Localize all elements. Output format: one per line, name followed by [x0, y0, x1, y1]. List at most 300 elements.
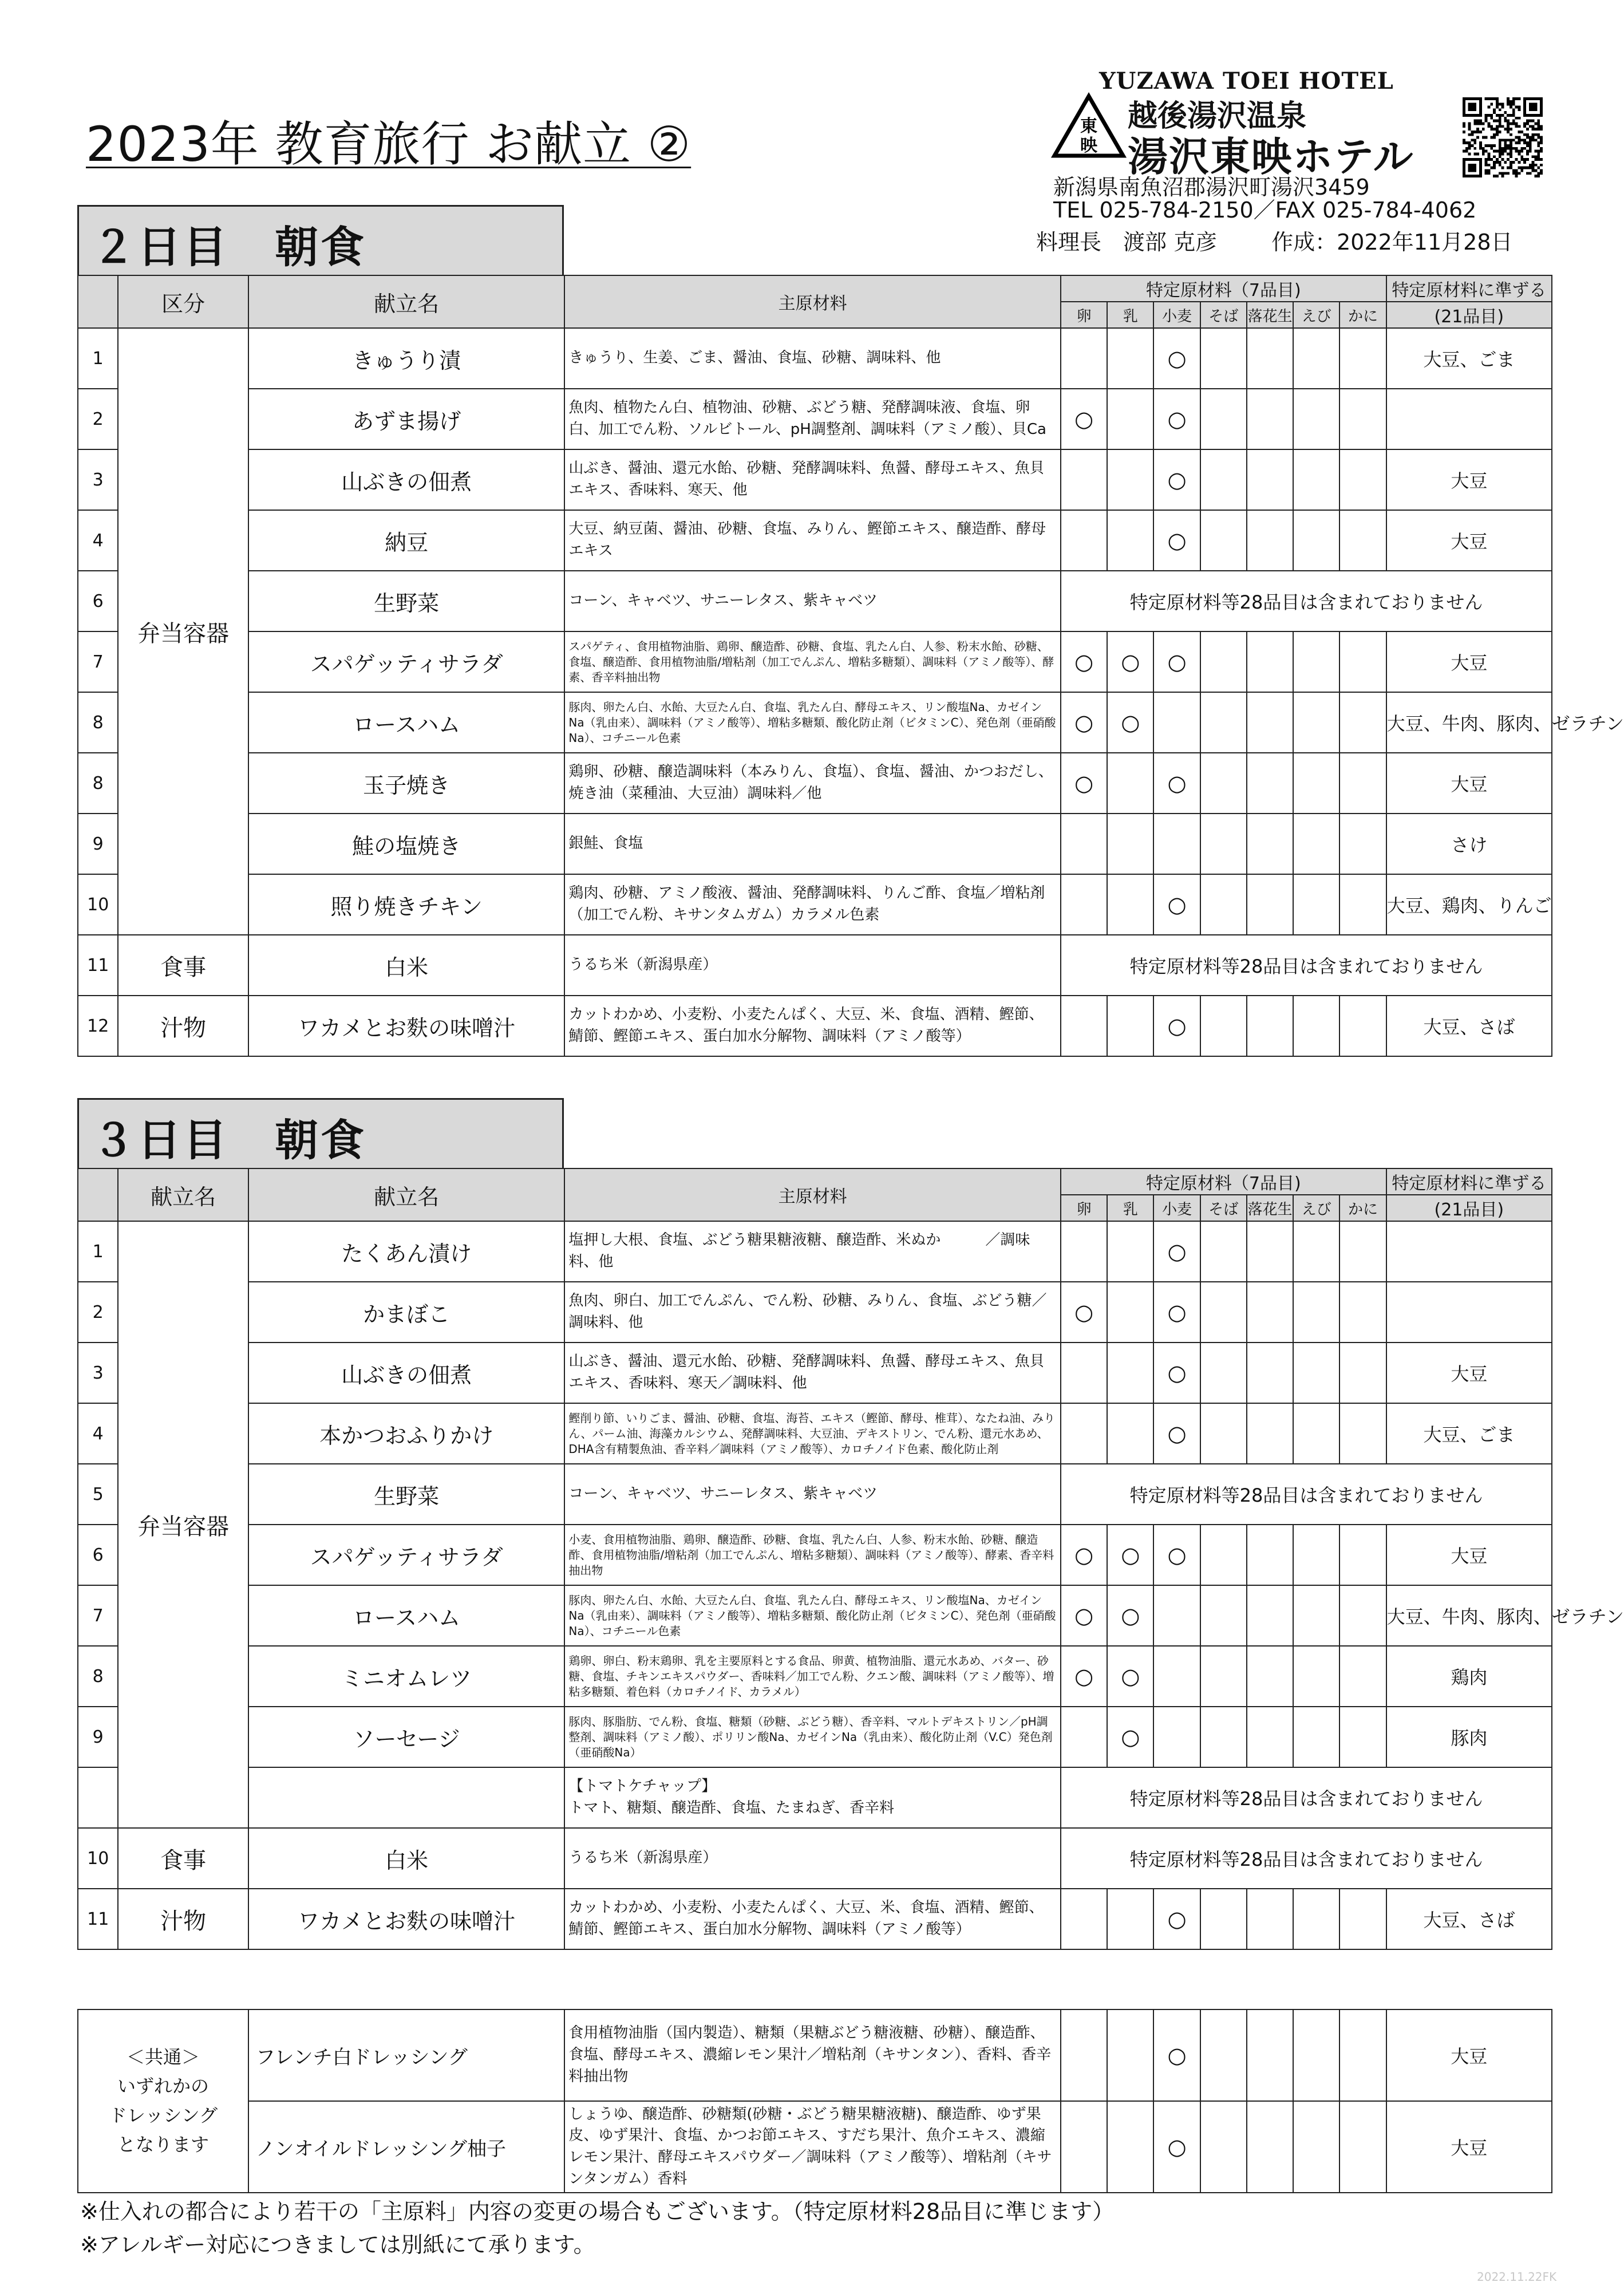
row-number: 11: [78, 935, 118, 996]
allergen-mark: [1200, 2009, 1247, 2101]
dish-name: 鮭の塩焼き: [248, 814, 564, 874]
footnote-1: ※仕入れの都合により若干の「主原料」内容の変更の場合もございます。（特定原材料28品目に準じます）: [80, 2199, 1115, 2224]
allergen-mark: ○: [1153, 449, 1200, 510]
ingredients: スパゲティ、食用植物油脂、鶏卵、醸造酢、砂糖、食塩、乳たん白、人参、粉末水飴、砂糖、食塩、醸造酢、食用植物油脂/増粘剤（加工でんぷん、増粘多糖類）、調味料（アミノ酸等）、酵素、香辛料抽出物: [564, 631, 1061, 692]
dish-name: ソーセージ: [248, 1707, 564, 1767]
row-number: 9: [78, 814, 118, 874]
table-row: [78, 814, 1552, 874]
dish-name: ワカメとお麩の味噌汁: [248, 996, 564, 1056]
ingredients-line: トマト、糖類、醸造酢、食塩、たまねぎ、香辛料: [568, 1799, 894, 1817]
allergen-mark: ○: [1153, 389, 1200, 449]
allergen-mark: [1293, 328, 1339, 389]
ingredients: 鶏肉、砂糖、アミノ酸液、醤油、発酵調味料、りんご酢、食塩／増粘剤（加工でん粉、キサンタムガム）カラメル色素: [564, 874, 1061, 935]
quasi-allergens: 大豆: [1386, 1525, 1552, 1585]
quasi-allergens: 大豆、ごま: [1386, 328, 1552, 389]
allergen-mark: [1200, 2101, 1247, 2193]
allergen-mark: [1200, 996, 1247, 1056]
allergen-mark: [1293, 510, 1339, 571]
allergen-mark: [1247, 753, 1293, 814]
allergen-mark: ○: [1153, 1403, 1200, 1464]
allergen-mark: [1061, 1707, 1107, 1767]
row-number: 2: [78, 1282, 118, 1343]
ingredients: 魚肉、卵白、加工でんぷん、でん粉、砂糖、みりん、食塩、ぶどう糖／調味料、他: [564, 1282, 1061, 1343]
allergen-mark: [1293, 1343, 1339, 1403]
table-row: [78, 1707, 1552, 1767]
header-blank: [78, 1168, 118, 1221]
allergen-mark: [1293, 389, 1339, 449]
allergen-mark: [1153, 1585, 1200, 1646]
allergen-mark: [1200, 449, 1247, 510]
group-bento: 弁当容器: [118, 1221, 248, 1828]
allergen-mark: [1247, 1889, 1293, 1949]
dish-name: 照り焼きチキン: [248, 874, 564, 935]
quasi-allergens: 大豆: [1386, 2009, 1552, 2101]
dish-name: 本かつおふりかけ: [248, 1403, 564, 1464]
table-row: [78, 1646, 1552, 1707]
row-number: 5: [78, 1464, 118, 1525]
allergen-mark: [1061, 1221, 1107, 1282]
allergen-mark: [1061, 1889, 1107, 1949]
allergen-mark: ○: [1153, 874, 1200, 935]
dish-name: スパゲッティサラダ: [248, 1525, 564, 1585]
allergen-mark: ○: [1107, 1585, 1153, 1646]
header-specific: 特定原材料（7品目): [1061, 275, 1386, 302]
allergen-mark: [1107, 1343, 1153, 1403]
allergen-mark: [1339, 1525, 1386, 1585]
header-quasi-count: (21品目): [1386, 302, 1552, 328]
allergen-mark: [1339, 1403, 1386, 1464]
group-meal: 食事: [118, 935, 248, 996]
allergen-mark: ○: [1107, 1646, 1153, 1707]
allergen-mark: [1339, 753, 1386, 814]
ingredients: 大豆、納豆菌、醤油、砂糖、食塩、みりん、鰹節エキス、醸造酢、酵母エキス: [564, 510, 1061, 571]
allergen-mark: ○: [1061, 389, 1107, 449]
allergen-mark: [1107, 1282, 1153, 1343]
allergen-mark: [1200, 1282, 1247, 1343]
header-quasi: 特定原材料に準ずる: [1386, 275, 1552, 302]
table-row: [78, 692, 1552, 753]
allergen-mark: [1339, 389, 1386, 449]
quasi-allergens: [1386, 389, 1552, 449]
chef-name: 料理長 渡部 克彦: [1036, 230, 1218, 255]
ingredients: カットわかめ、小麦粉、小麦たんぱく、大豆、米、食塩、酒精、鰹節、鯖節、鰹節エキス、蛋白加水分解物、調味料（アミノ酸等）: [564, 996, 1061, 1056]
hotel-block: [1053, 68, 1534, 234]
allergen-mark: [1200, 631, 1247, 692]
ingredients: 山ぶき、醤油、還元水飴、砂糖、発酵調味料、魚醤、酵母エキス、魚貝エキス、香味料、寒天／調味料、他: [564, 1343, 1061, 1403]
common-label-line: ＜共通＞: [126, 2046, 200, 2068]
table-row: [78, 328, 1552, 389]
row-number: 2: [78, 389, 118, 449]
dish-name: ロースハム: [248, 692, 564, 753]
allergen-mark: [1107, 996, 1153, 1056]
allergen-mark: [1247, 1585, 1293, 1646]
allergen-mark: [1247, 1221, 1293, 1282]
allergen-mark: [1200, 1403, 1247, 1464]
day3-menu-table: [77, 1168, 1624, 1950]
allergen-mark: [1339, 1889, 1386, 1949]
ingredients: うるち米（新潟県産）: [564, 1828, 1061, 1889]
allergen-mark: [1107, 1221, 1153, 1282]
quasi-allergens: 大豆、牛肉、豚肉、ゼラチン: [1386, 692, 1552, 753]
hotel-name-en: YUZAWA TOEI HOTEL: [1099, 68, 1394, 94]
ingredients: きゅうり、生姜、ごま、醤油、食塩、砂糖、調味料、他: [564, 328, 1061, 389]
header-dish: 献立名: [248, 1168, 564, 1221]
allergen-mark: ○: [1061, 631, 1107, 692]
ingredients: 豚肉、豚脂肪、でん粉、食塩、糖類（砂糖、ぶどう糖）、香辛料、マルトデキストリン／pH調整剤、調味料（アミノ酸）、ポリリン酸Na、カゼインNa（乳由来）、酸化防止剤（V.C）発色剤（亜硝酸Na）: [564, 1707, 1061, 1767]
table-row: [78, 1282, 1552, 1343]
allergen-mark: [1247, 814, 1293, 874]
logo-char-2: 映: [1080, 136, 1097, 156]
table-header-row: [78, 275, 1552, 302]
allergen-mark: [1247, 874, 1293, 935]
quasi-allergens: 大豆: [1386, 631, 1552, 692]
header-allergen: 卵: [1061, 302, 1107, 328]
allergen-mark: [1247, 631, 1293, 692]
allergen-mark: [1339, 996, 1386, 1056]
allergen-mark: ○: [1153, 1525, 1200, 1585]
footnote-2: ※アレルギー対応につきましては別紙にて承ります。: [80, 2232, 595, 2257]
no-allergens-note: 特定原材料等28品目は含まれておりません: [1061, 1828, 1552, 1889]
quasi-allergens: 大豆: [1386, 1343, 1552, 1403]
row-number: 6: [78, 571, 118, 631]
ingredients: コーン、キャベツ、サニーレタス、紫キャベツ: [564, 571, 1061, 631]
dressing-row: [78, 2009, 1552, 2101]
header-ingredients: 主原材料: [564, 275, 1061, 328]
allergen-mark: [1061, 2009, 1107, 2101]
dish-name: ワカメとお麩の味噌汁: [248, 1889, 564, 1949]
allergen-mark: [1339, 1221, 1386, 1282]
allergen-mark: [1293, 2009, 1339, 2101]
group-bento: 弁当容器: [118, 328, 248, 935]
qr-code[interactable]: [1463, 97, 1543, 177]
allergen-mark: [1293, 631, 1339, 692]
allergen-mark: [1107, 2009, 1153, 2101]
no-allergens-note: 特定原材料等28品目は含まれておりません: [1061, 1464, 1552, 1525]
row-number: 3: [78, 1343, 118, 1403]
allergen-mark: [1339, 874, 1386, 935]
row-number: 9: [78, 1707, 118, 1767]
group-meal: 食事: [118, 1828, 248, 1889]
allergen-mark: [1200, 874, 1247, 935]
allergen-mark: [1247, 996, 1293, 1056]
header-blank: [78, 275, 118, 328]
hotel-tel: TEL 025-784-2150／FAX 025-784-4062: [1053, 198, 1477, 223]
allergen-mark: ○: [1153, 2101, 1200, 2193]
table-row: [78, 1828, 1552, 1889]
allergen-mark: [1061, 328, 1107, 389]
row-number: 4: [78, 510, 118, 571]
dressing-ingredients: しょうゆ、醸造酢、砂糖類(砂糖・ぶどう糖果糖液糖)、醸造酢、ゆず果皮、ゆず果汁、食塩、かつお節エキス、すだち果汁、魚介エキス、濃縮レモン果汁、酵母エキスパウダー／調味料（アミノ酸等）、増粘剤（キサンタンガム）香料: [564, 2101, 1061, 2193]
header-dish: 献立名: [248, 275, 564, 328]
allergen-mark: [1247, 2101, 1293, 2193]
header-allergen: 小麦: [1153, 1195, 1200, 1221]
ingredients: 塩押し大根、食塩、ぶどう糖果糖液糖、醸造酢、米ぬか ／調味料、他: [564, 1221, 1061, 1282]
quasi-allergens: 大豆、さば: [1386, 1889, 1552, 1949]
allergen-mark: [1061, 449, 1107, 510]
allergen-mark: [1339, 2009, 1386, 2101]
allergen-mark: ○: [1107, 1525, 1153, 1585]
allergen-mark: ○: [1107, 1707, 1153, 1767]
allergen-mark: [1061, 874, 1107, 935]
quasi-allergens: [1386, 1282, 1552, 1343]
row-number: 8: [78, 692, 118, 753]
ingredients: 小麦、食用植物油脂、鶏卵、醸造酢、砂糖、食塩、乳たん白、人参、粉末水飴、砂糖、醸造酢、食用植物油脂/増粘剤（加工でんぷん、増粘多糖類）、調味料（アミノ酸等）、酵素、香辛料抽出物: [564, 1525, 1061, 1585]
dish-name: 山ぶきの佃煮: [248, 449, 564, 510]
allergen-mark: ○: [1061, 1585, 1107, 1646]
row-number: 10: [78, 874, 118, 935]
dish-name: 生野菜: [248, 571, 564, 631]
allergen-mark: [1293, 1525, 1339, 1585]
allergen-mark: [1339, 510, 1386, 571]
ingredients: 鰹削り節、いりごま、醤油、砂糖、食塩、海苔、エキス（鰹節、酵母、椎茸）、なたね油、みりん、パーム油、海藻カルシウム、発酵調味料、大豆油、デキストリン、でん粉、還元水あめ、DHA含有精製魚油、香辛料／調味料（アミノ酸等）、カロチノイド色素、酸化防止剤: [564, 1403, 1061, 1464]
allergen-mark: [1339, 2101, 1386, 2193]
allergen-mark: ○: [1153, 510, 1200, 571]
dish-name: 山ぶきの佃煮: [248, 1343, 564, 1403]
allergen-mark: ○: [1153, 2009, 1200, 2101]
doc-stamp: 2022.11.22FK: [1477, 2270, 1557, 2284]
allergen-mark: [1107, 510, 1153, 571]
table-row: [78, 1889, 1552, 1949]
dish-name: ロースハム: [248, 1585, 564, 1646]
allergen-mark: ○: [1061, 753, 1107, 814]
allergen-mark: [1339, 328, 1386, 389]
ingredients: 魚肉、植物たん白、植物油、砂糖、ぶどう糖、発酵調味液、食塩、卵白、加工でん粉、ソルビトール、pH調整剤、調味料（アミノ酸）、貝Ca: [564, 389, 1061, 449]
allergen-mark: [1293, 814, 1339, 874]
day2-title: ２日目 朝食: [77, 205, 564, 275]
row-number: 1: [78, 1221, 118, 1282]
ingredients: 豚肉、卵たん白、水飴、大豆たん白、食塩、乳たん白、酵母エキス、リン酸塩Na、カゼインNa（乳由来）、調味料（アミノ酸等）、増粘多糖類、酸化防止剤（ビタミンC）、発色剤（亜硝酸Na）、コチニール色素: [564, 1585, 1061, 1646]
allergen-mark: ○: [1061, 1282, 1107, 1343]
header-allergen: 落花生: [1247, 302, 1293, 328]
allergen-mark: [1339, 1707, 1386, 1767]
common-label-line: となります: [117, 2134, 209, 2156]
dish-name: 白米: [248, 935, 564, 996]
dish-name: スパゲッティサラダ: [248, 631, 564, 692]
header-allergen: そば: [1200, 302, 1247, 328]
allergen-mark: [1200, 328, 1247, 389]
allergen-mark: [1247, 449, 1293, 510]
allergen-mark: [1293, 753, 1339, 814]
ingredients: カットわかめ、小麦粉、小麦たんぱく、大豆、米、食塩、酒精、鰹節、鯖節、鰹節エキス、蛋白加水分解物、調味料（アミノ酸等）: [564, 1889, 1061, 1949]
header-allergen: 小麦: [1153, 302, 1200, 328]
ingredients: 鶏卵、卵白、粉末鶏卵、乳を主要原料とする食品、卵黄、植物油脂、還元水あめ、バター、砂糖、食塩、チキンエキスパウダー、香味料／加工でん粉、クエン酸、調味料（アミノ酸等）、増粘多糖類、着色料（カロチノイド、カラメル）: [564, 1646, 1061, 1707]
allergen-mark: [1293, 1646, 1339, 1707]
allergen-mark: [1247, 692, 1293, 753]
table-row: [78, 935, 1552, 996]
allergen-mark: ○: [1153, 631, 1200, 692]
allergen-mark: [1153, 692, 1200, 753]
allergen-mark: [1153, 814, 1200, 874]
hotel-address: 新潟県南魚沼郡湯沢町湯沢3459: [1053, 175, 1370, 200]
common-label: [78, 2009, 248, 2193]
dish-name: ミニオムレツ: [248, 1646, 564, 1707]
dish-name: たくあん漬け: [248, 1221, 564, 1282]
allergen-mark: [1293, 1221, 1339, 1282]
allergen-mark: [1293, 874, 1339, 935]
dish-name: 納豆: [248, 510, 564, 571]
quasi-allergens: 大豆: [1386, 510, 1552, 571]
allergen-mark: [1107, 814, 1153, 874]
allergen-mark: [1247, 1525, 1293, 1585]
row-number: 8: [78, 753, 118, 814]
day2-menu-table: [77, 275, 1624, 1057]
allergen-mark: ○: [1153, 1889, 1200, 1949]
allergen-mark: [1200, 510, 1247, 571]
allergen-mark: ○: [1153, 1343, 1200, 1403]
table-row: [78, 510, 1552, 571]
allergen-mark: [1339, 1343, 1386, 1403]
allergen-mark: [1247, 1403, 1293, 1464]
allergen-mark: [1200, 1525, 1247, 1585]
allergen-mark: [1107, 753, 1153, 814]
allergen-mark: [1200, 692, 1247, 753]
dressing-table: [77, 2009, 1552, 2193]
hotel-name-jp-1: 越後湯沢温泉: [1128, 99, 1307, 133]
hotel-logo: [1053, 92, 1128, 160]
allergen-mark: [1061, 814, 1107, 874]
allergen-mark: [1107, 1889, 1153, 1949]
allergen-mark: [1293, 1282, 1339, 1343]
allergen-mark: [1107, 328, 1153, 389]
quasi-allergens: 大豆: [1386, 2101, 1552, 2193]
allergen-mark: [1293, 996, 1339, 1056]
quasi-allergens: 大豆、牛肉、豚肉、ゼラチン: [1386, 1585, 1552, 1646]
day3-title: ３日目 朝食: [77, 1098, 564, 1168]
row-number: [78, 1767, 118, 1828]
row-number: 7: [78, 631, 118, 692]
ingredients-line: 【トマトケチャップ】: [568, 1778, 717, 1795]
table-row: [78, 874, 1552, 935]
allergen-mark: ○: [1153, 753, 1200, 814]
quasi-allergens: 大豆、さば: [1386, 996, 1552, 1056]
allergen-mark: ○: [1153, 1221, 1200, 1282]
table-row: [78, 571, 1552, 631]
common-label-line: ドレッシング: [108, 2105, 218, 2126]
header-category: 献立名: [118, 1168, 248, 1221]
allergen-mark: [1200, 389, 1247, 449]
ingredients: 豚肉、卵たん白、水飴、大豆たん白、食塩、乳たん白、酵母エキス、リン酸塩Na、カゼインNa（乳由来）、調味料（アミノ酸等）、増粘多糖類、酸化防止剤（ビタミンC）、発色剤（亜硝酸Na）、コチニール色素: [564, 692, 1061, 753]
allergen-mark: [1247, 2009, 1293, 2101]
allergen-mark: ○: [1107, 692, 1153, 753]
quasi-allergens: さけ: [1386, 814, 1552, 874]
dish-name: 白米: [248, 1828, 564, 1889]
allergen-mark: [1200, 814, 1247, 874]
dressing-ingredients: 食用植物油脂（国内製造）、糖類（果糖ぶどう糖液糖、砂糖）、醸造酢、食塩、酵母エキス、濃縮レモン果汁／増粘剤（キサンタン）、香料、香辛料抽出物: [564, 2009, 1061, 2101]
page-title: 2023年 教育旅行 お献立 ②: [86, 116, 692, 172]
table-row: [78, 996, 1552, 1056]
table-row: [78, 1403, 1552, 1464]
created-date: 作成：2022年11月28日: [1271, 230, 1513, 255]
allergen-mark: ○: [1107, 631, 1153, 692]
table-row: [78, 1343, 1552, 1403]
header-category: 区分: [118, 275, 248, 328]
allergen-mark: [1293, 692, 1339, 753]
dish-name: あずま揚げ: [248, 389, 564, 449]
dish-name: 玉子焼き: [248, 753, 564, 814]
quasi-allergens: 大豆、ごま: [1386, 1403, 1552, 1464]
common-label-line: いずれかの: [117, 2075, 209, 2097]
allergen-mark: [1293, 2101, 1339, 2193]
row-number: 4: [78, 1403, 118, 1464]
ingredients: コーン、キャベツ、サニーレタス、紫キャベツ: [564, 1464, 1061, 1525]
row-number: 12: [78, 996, 118, 1056]
allergen-mark: [1061, 996, 1107, 1056]
ingredients: 銀鮭、食塩: [564, 814, 1061, 874]
group-soup: 汁物: [118, 996, 248, 1056]
hotel-name-jp-2: 湯沢東映ホテル: [1128, 133, 1414, 180]
ingredients: 鶏卵、砂糖、醸造調味料（本みりん、食塩）、食塩、醤油、かつおだし、焼き油（菜種油、大豆油）調味料／他: [564, 753, 1061, 814]
chef-credit: [1036, 224, 1513, 256]
allergen-mark: [1107, 389, 1153, 449]
allergen-mark: [1247, 389, 1293, 449]
allergen-mark: [1293, 1707, 1339, 1767]
header-allergen: 乳: [1107, 1195, 1153, 1221]
header-ingredients: 主原材料: [564, 1168, 1061, 1221]
table-row: [78, 1585, 1552, 1646]
table-row: [78, 389, 1552, 449]
allergen-mark: [1061, 2101, 1107, 2193]
dressing-name: フレンチ白ドレッシング: [248, 2009, 564, 2101]
allergen-mark: [1247, 510, 1293, 571]
quasi-allergens: 大豆: [1386, 449, 1552, 510]
allergen-mark: ○: [1061, 1646, 1107, 1707]
allergen-mark: ○: [1153, 1282, 1200, 1343]
allergen-mark: [1247, 328, 1293, 389]
ingredients: [564, 1767, 1061, 1828]
dressing-name: ノンオイルドレッシング柚子: [248, 2101, 564, 2193]
allergen-mark: [1107, 2101, 1153, 2193]
dish-name: かまぼこ: [248, 1282, 564, 1343]
header-allergen: えび: [1293, 302, 1339, 328]
allergen-mark: [1247, 1646, 1293, 1707]
header-allergen: かに: [1339, 1195, 1386, 1221]
table-row: [78, 753, 1552, 814]
ingredients: 山ぶき、醤油、還元水飴、砂糖、発酵調味料、魚醤、酵母エキス、魚貝エキス、香味料、寒天、他: [564, 449, 1061, 510]
header-allergen: 落花生: [1247, 1195, 1293, 1221]
dish-name: 生野菜: [248, 1464, 564, 1525]
logo-char-1: 東: [1080, 116, 1097, 136]
allergen-mark: [1061, 1343, 1107, 1403]
no-allergens-note: 特定原材料等28品目は含まれておりません: [1061, 1767, 1552, 1828]
quasi-allergens: [1386, 1221, 1552, 1282]
allergen-mark: [1293, 1585, 1339, 1646]
allergen-mark: [1339, 1282, 1386, 1343]
header-allergen: かに: [1339, 302, 1386, 328]
allergen-mark: [1107, 449, 1153, 510]
row-number: 8: [78, 1646, 118, 1707]
no-allergens-note: 特定原材料等28品目は含まれておりません: [1061, 571, 1552, 631]
allergen-mark: [1200, 1585, 1247, 1646]
allergen-mark: ○: [1061, 1525, 1107, 1585]
quasi-allergens: 鶏肉: [1386, 1646, 1552, 1707]
quasi-allergens: 大豆: [1386, 753, 1552, 814]
allergen-mark: [1339, 631, 1386, 692]
group-soup: 汁物: [118, 1889, 248, 1949]
table-row: [78, 1221, 1552, 1282]
allergen-mark: [1107, 874, 1153, 935]
table-row: [78, 1525, 1552, 1585]
ingredients: うるち米（新潟県産）: [564, 935, 1061, 996]
no-allergens-note: 特定原材料等28品目は含まれておりません: [1061, 935, 1552, 996]
allergen-mark: [1247, 1343, 1293, 1403]
allergen-mark: [1061, 1403, 1107, 1464]
row-number: 10: [78, 1828, 118, 1889]
allergen-mark: [1339, 814, 1386, 874]
allergen-mark: [1200, 1646, 1247, 1707]
quasi-allergens: 大豆、鶏肉、りんご: [1386, 874, 1552, 935]
row-number: 6: [78, 1525, 118, 1585]
allergen-mark: [1107, 1403, 1153, 1464]
